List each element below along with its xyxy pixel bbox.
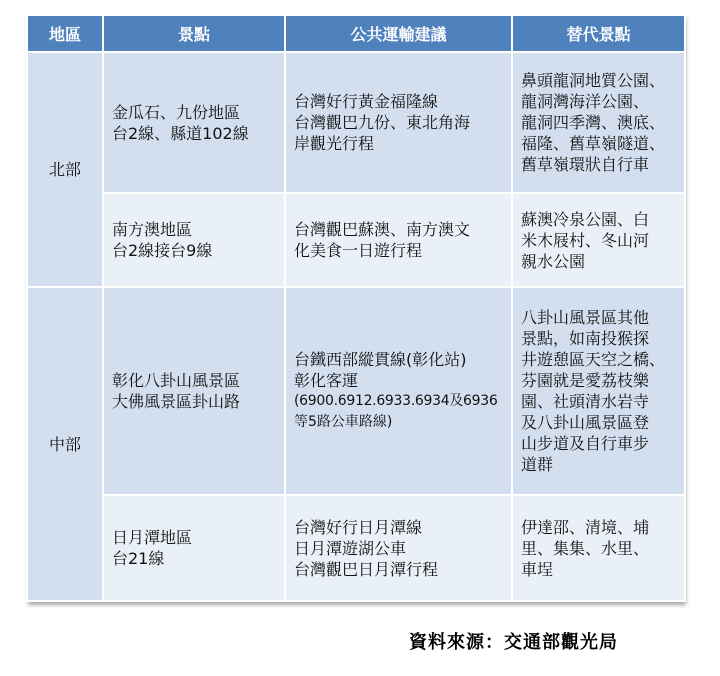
alt-line: 伊達邵、清境、埔 bbox=[521, 517, 650, 537]
transit-cell bbox=[285, 495, 512, 601]
spot-line: 南方澳地區 bbox=[112, 220, 193, 239]
transit-cell bbox=[285, 193, 512, 287]
table-row bbox=[27, 52, 685, 193]
tourism-transit-table bbox=[26, 14, 686, 602]
alt-line: 龍洞四季灣、澳底、 bbox=[521, 113, 666, 132]
transit-line: 岸觀光行程 bbox=[294, 134, 375, 153]
transit-line: 台灣觀巴九份、東北角海 bbox=[294, 113, 471, 132]
spot-line: 台21線 bbox=[112, 549, 165, 568]
region-central: 中部 bbox=[27, 287, 103, 601]
alt-line: 芬園就是愛荔枝樂 bbox=[521, 371, 650, 390]
spot-line: 台2線、縣道102線 bbox=[112, 123, 249, 143]
transit-line: (6900.6912.6933.6934及6936 bbox=[294, 393, 498, 409]
alt-line: 米木屐村、冬山河 bbox=[521, 230, 650, 250]
transit-line: 等5路公車路線) bbox=[294, 414, 393, 430]
header-spot: 景點 bbox=[103, 15, 285, 52]
transit-line: 台鐵西部縱貫線(彰化站) bbox=[294, 350, 467, 369]
alternative-cell bbox=[512, 495, 685, 601]
table-row bbox=[27, 287, 685, 495]
alt-line: 八卦山風景區其他 bbox=[521, 308, 650, 327]
alternative-cell bbox=[512, 287, 685, 495]
spot-cell bbox=[103, 52, 285, 193]
alt-line: 車埕 bbox=[521, 559, 554, 579]
transit-cell bbox=[285, 287, 512, 495]
transit-line: 台灣好行黃金福隆線 bbox=[294, 92, 439, 111]
spot-line: 大佛風景區卦山路 bbox=[112, 392, 241, 411]
transit-line: 台灣觀巴蘇澳、南方澳文 bbox=[294, 220, 471, 239]
alternative-cell bbox=[512, 52, 685, 193]
header-alternative: 替代景點 bbox=[512, 15, 685, 52]
transit-line: 台灣觀巴日月潭行程 bbox=[294, 559, 439, 579]
alt-line: 龍洞灣海洋公園、 bbox=[521, 92, 650, 111]
header-region: 地區 bbox=[27, 15, 103, 52]
data-source-note: 資料來源：交通部觀光局 bbox=[409, 632, 618, 653]
region-north: 北部 bbox=[27, 52, 103, 287]
alt-line: 園、社頭清水岩寺 bbox=[521, 392, 650, 411]
alt-line: 及八卦山風景區登 bbox=[521, 413, 650, 432]
transit-line: 日月潭遊湖公車 bbox=[294, 538, 407, 558]
alt-line: 鼻頭龍洞地質公園、 bbox=[521, 71, 666, 90]
alt-line: 道群 bbox=[521, 455, 554, 474]
spot-cell bbox=[103, 495, 285, 601]
alt-line: 里、集集、水里、 bbox=[521, 538, 650, 558]
spot-cell bbox=[103, 287, 285, 495]
alt-line: 親水公園 bbox=[521, 251, 586, 271]
alt-line: 蘇澳冷泉公園、白 bbox=[521, 209, 650, 229]
header-transit: 公共運輸建議 bbox=[285, 15, 512, 52]
transit-line: 化美食一日遊行程 bbox=[294, 241, 423, 260]
transit-line: 台灣好行日月潭線 bbox=[294, 517, 423, 537]
tourism-table-container bbox=[26, 14, 684, 602]
spot-line: 日月潭地區 bbox=[112, 528, 193, 547]
alt-line: 福隆、舊草嶺隧道、 bbox=[521, 134, 666, 153]
alt-line: 景點，如南投猴探 bbox=[521, 329, 650, 348]
spot-line: 彰化八卦山風景區 bbox=[112, 371, 241, 390]
spot-cell bbox=[103, 193, 285, 287]
table-header-row bbox=[27, 15, 685, 52]
alt-line: 井遊憩區天空之橋、 bbox=[521, 350, 666, 369]
alt-line: 山步道及自行車步 bbox=[521, 434, 650, 453]
alternative-cell bbox=[512, 193, 685, 287]
table-row bbox=[27, 193, 685, 287]
table-row bbox=[27, 495, 685, 601]
transit-line: 彰化客運 bbox=[294, 371, 359, 390]
alt-line: 舊草嶺環狀自行車 bbox=[521, 155, 650, 174]
transit-cell bbox=[285, 52, 512, 193]
spot-line: 台2線接台9線 bbox=[112, 241, 213, 260]
spot-line: 金瓜石、九份地區 bbox=[112, 102, 241, 122]
